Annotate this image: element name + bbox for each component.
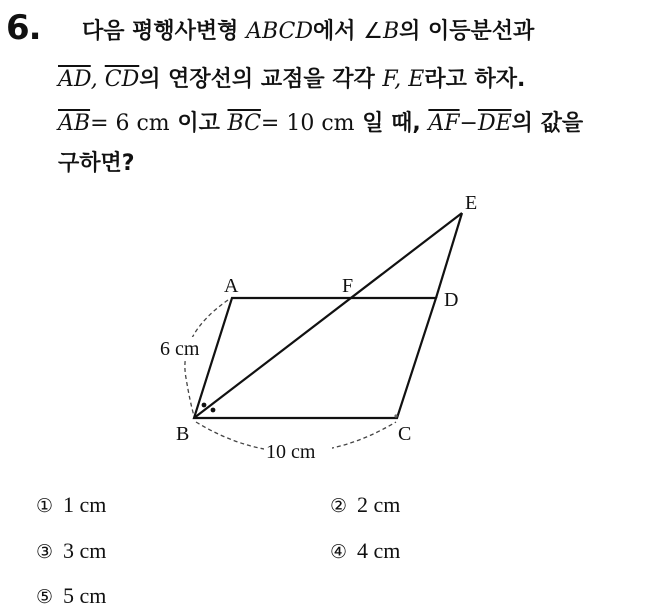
question-text: 의 값을 <box>511 111 584 136</box>
point-label-f: F <box>342 275 354 297</box>
comma: , <box>394 67 409 92</box>
length-ab: = 6 cm <box>90 111 170 136</box>
choice-number: ⑤ <box>36 586 54 608</box>
choice-3[interactable] <box>36 538 106 564</box>
segment-ad: $\overline{AD}$ <box>58 67 91 92</box>
extension-de <box>436 213 462 298</box>
length-label-ab: 6 cm <box>160 338 200 360</box>
segment-ab: $\overline{AB}$ <box>58 111 91 136</box>
question-number: 6. <box>6 8 41 48</box>
angle-mark-dot <box>394 414 397 417</box>
question-text: 에서 <box>313 19 364 44</box>
comma: , <box>90 67 105 92</box>
choice-text: 3 cm <box>63 538 107 563</box>
choice-text: 1 cm <box>63 492 107 517</box>
question-text: 라고 하자. <box>424 67 526 92</box>
vertex-label-d: D <box>444 289 459 311</box>
math-abcd: ABCD <box>246 19 314 44</box>
vertex-label-c: C <box>398 423 412 445</box>
question-text: 의 연장선의 교점을 각각 <box>139 67 383 92</box>
choice-number: ② <box>330 495 348 517</box>
choice-number: ③ <box>36 541 54 563</box>
question-text: 다음 평행사변형 <box>82 19 247 44</box>
angle-symbol: ∠ <box>363 19 383 44</box>
question-text: 일 때, <box>354 111 429 136</box>
math-f: F <box>382 67 395 92</box>
point-label-e: E <box>465 192 478 214</box>
question-text: 이고 <box>169 111 228 136</box>
question-line-4: 구하면? <box>58 151 135 176</box>
choice-text: 4 cm <box>357 538 401 563</box>
question-text: 의 이등분선과 <box>399 19 535 44</box>
angle-mark-dot <box>211 408 216 413</box>
length-label-bc: 10 cm <box>266 441 316 463</box>
choice-1[interactable] <box>36 492 106 518</box>
choice-5[interactable] <box>36 583 106 609</box>
minus-sign: − <box>459 111 478 136</box>
choice-number: ① <box>36 495 54 517</box>
math-b: B <box>382 19 400 44</box>
segment-cd: $\overline{CD}$ <box>104 67 140 92</box>
vertex-label-a: A <box>224 275 239 297</box>
choice-number: ④ <box>330 541 348 563</box>
angle-mark-dot <box>202 403 207 408</box>
choice-text: 5 cm <box>63 583 107 608</box>
math-e: E <box>408 67 425 92</box>
vertex-label-b: B <box>176 423 190 445</box>
angle-bisector-be <box>194 213 462 418</box>
parallelogram-abcd <box>194 298 436 418</box>
segment-de: $\overline{DE}$ <box>477 111 512 136</box>
choice-4[interactable] <box>330 538 400 564</box>
segment-af: $\overline{AF}$ <box>428 111 460 136</box>
choice-text: 2 cm <box>357 492 401 517</box>
segment-bc: $\overline{BC}$ <box>227 111 261 136</box>
choice-2[interactable] <box>330 492 400 518</box>
length-bc: = 10 cm <box>260 111 355 136</box>
